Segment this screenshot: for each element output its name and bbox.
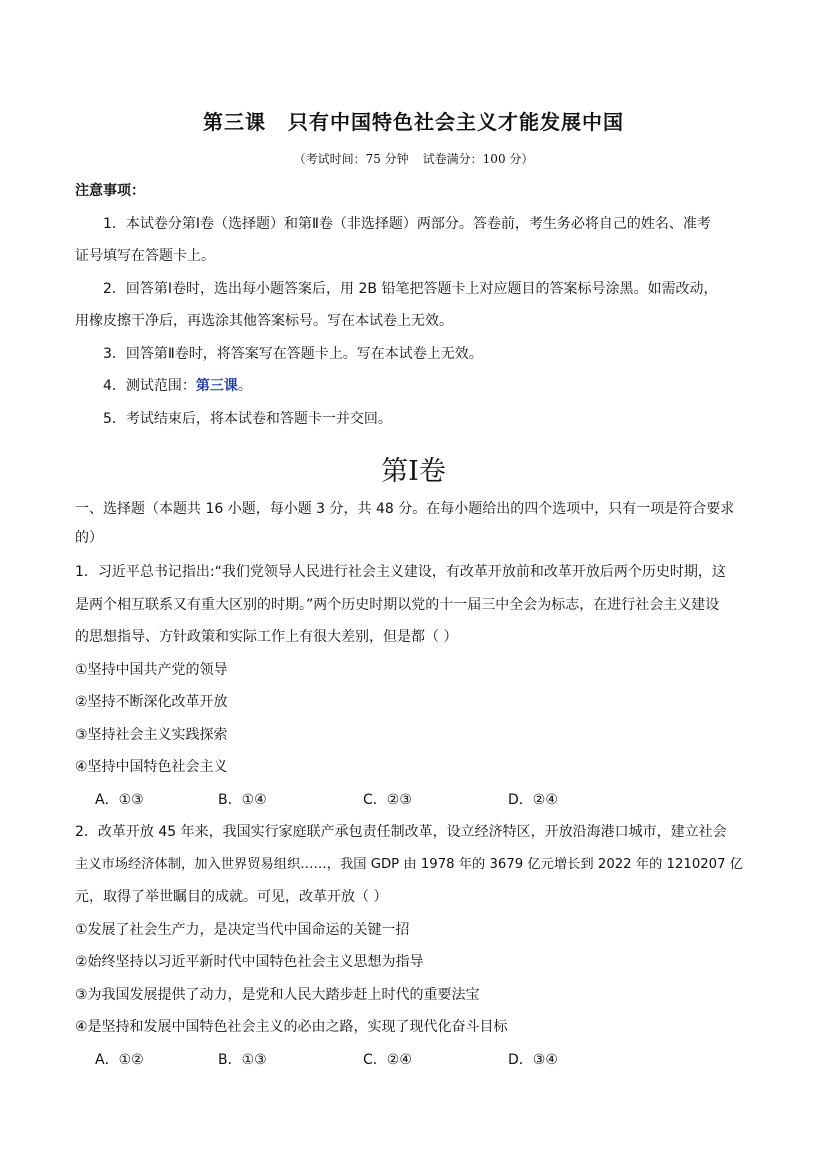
section-title: 第Ⅰ卷 [381, 456, 446, 487]
note-2-line-1: 2．回答第Ⅰ卷时，选出每小题答案后，用 2B 铅笔把答题卡上对应题目的答案标号涂黑。如需改动， [103, 281, 718, 297]
q1-stem-line-1: 1．习近平总书记指出:“我们党领导人民进行社会主义建设，有改革开放前和改革开放后两个历史时期，这 [75, 564, 726, 580]
note-5: 5．考试结束后，将本试卷和答题卡一并交回。 [103, 411, 392, 427]
q2-statement-4: ④是坚持和发展中国特色社会主义的必由之路，实现了现代化奋斗目标 [75, 1019, 508, 1035]
page-title [0, 106, 827, 135]
q2-option-b: B．①③ [218, 1052, 267, 1068]
note-3: 3．回答第Ⅱ卷时，将答案写在答题卡上。写在本试卷上无效。 [103, 346, 483, 362]
q2-option-d: D．③④ [508, 1052, 558, 1068]
q1-statement-1: ①坚持中国共产党的领导 [75, 662, 228, 678]
q2-stem-line-2: 主义市场经济体制，加入世界贸易组织……，我国 GDP 由 1978 年的 3679 亿元增长到 2022 年的 1210207 亿 [75, 857, 744, 872]
note-2-line-2: 用橡皮擦干净后，再选涂其他答案标号。写在本试卷上无效。 [75, 313, 453, 329]
q2-statement-3: ③为我国发展提供了动力，是党和人民大踏步赶上时代的重要法宝 [75, 987, 480, 1003]
q2-stem-line-3: 元，取得了举世瞩目的成就。可见，改革开放（ ） [75, 889, 388, 905]
note-4-suffix: 。 [237, 378, 252, 394]
note-1-line-1: 1．本试卷分第Ⅰ卷（选择题）和第Ⅱ卷（非选择题）两部分。答卷前，考生务必将自己的姓名、准考 [103, 216, 711, 232]
q2-option-a: A．①② [95, 1052, 144, 1068]
exam-time: （考试时间：75 分钟 [293, 152, 409, 166]
section-instruction-line-2: 的） [75, 530, 103, 546]
full-score: 试卷满分：100 分） [422, 152, 534, 166]
note-4 [103, 376, 252, 396]
exam-info [0, 150, 827, 167]
q1-statement-4: ④坚持中国特色社会主义 [75, 759, 228, 775]
note-1-line-2: 证号填写在答题卡上。 [75, 248, 215, 264]
q2-statement-2: ②始终坚持以习近平新时代中国特色社会主义思想为指导 [75, 954, 424, 970]
q2-option-c: C．②④ [363, 1052, 412, 1068]
notes-heading: 注意事项： [75, 183, 145, 199]
section-instruction-line-1: 一、选择题（本题共 16 小题，每小题 3 分，共 48 分。在每小题给出的四个选项中，只有一项是符合要求 [75, 501, 735, 517]
q2-stem-line-1: 2．改革开放 45 年来，我国实行家庭联产承包责任制改革，设立经济特区，开放沿海港口城市，建立社会 [75, 824, 727, 840]
q1-statement-2: ②坚持不断深化改革开放 [75, 694, 228, 710]
note-4-prefix: 4．测试范围： [103, 378, 196, 394]
q1-option-c: C．②③ [363, 792, 412, 808]
q1-option-d: D．②④ [508, 792, 558, 808]
q1-option-a: A．①③ [95, 792, 144, 808]
q1-option-b: B．①④ [218, 792, 267, 808]
lesson-title: 只有中国特色社会主义才能发展中国 [288, 110, 624, 134]
q1-statement-3: ③坚持社会主义实践探索 [75, 727, 228, 743]
lesson-label: 第三课 [203, 110, 266, 134]
q2-statement-1: ①发展了社会生产力，是决定当代中国命运的关键一招 [75, 922, 410, 938]
q1-stem-line-3: 的思想指导、方针政策和实际工作上有很大差别，但是都（ ） [75, 629, 458, 645]
q1-stem-line-2: 是两个相互联系又有重大区别的时期。”两个历史时期以党的十一届三中全会为标志，在进行社会主义建设 [75, 597, 720, 613]
test-scope-link: 第三课 [195, 378, 238, 394]
